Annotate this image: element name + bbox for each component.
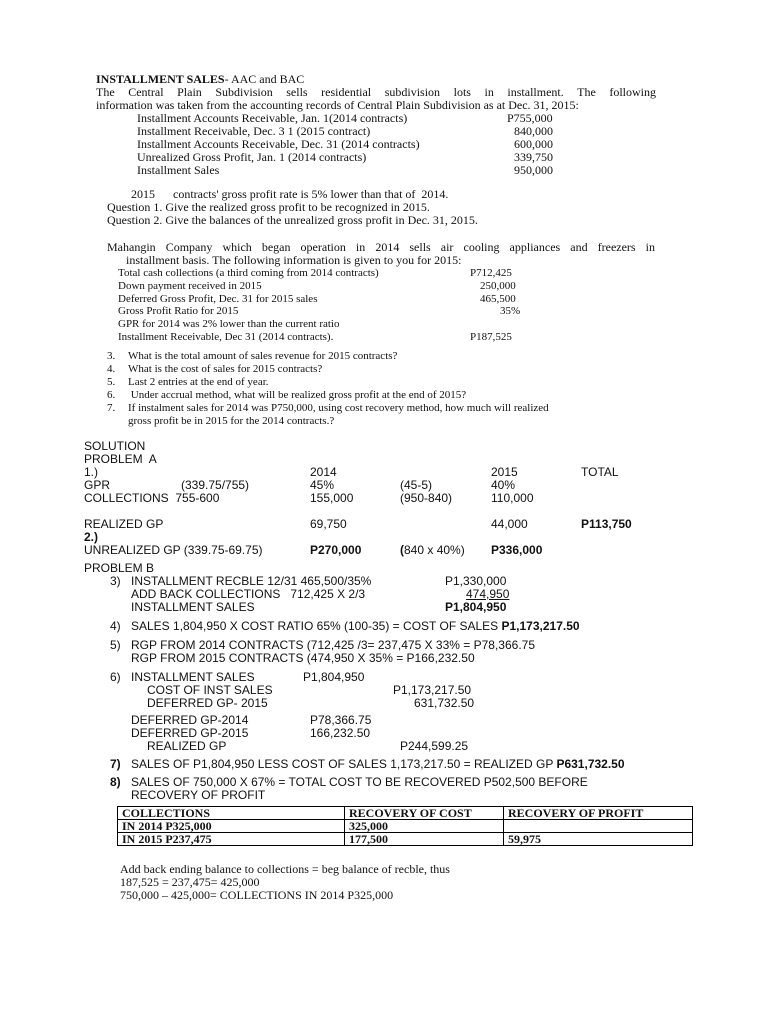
b3-total: P1,804,950 <box>445 600 507 614</box>
mahangin-item-label: GPR for 2014 was 2% lower than the current ratio <box>118 318 340 330</box>
question-text: Last 2 entries at the end of year. <box>128 376 269 388</box>
b6-value: 631,732.50 <box>414 696 475 710</box>
mahangin-paragraph-line1: Mahangin Company which began operation in 2014 sells air cooling appliances and freezers in <box>107 240 655 254</box>
realized-gp-2015: 44,000 <box>491 517 528 531</box>
intro-paragraph-line1: The Central Plain Subdivision sells residential subdivision lots in installment. The following <box>96 85 656 99</box>
table-row <box>118 833 693 846</box>
unrealized-gp-2014: P270,000 <box>310 543 362 557</box>
table-cell: 59,975 <box>504 833 693 846</box>
table-cell: IN 2015 P237,475 <box>118 833 345 846</box>
intro-item-label: Installment Accounts Receivable, Dec. 31 (2014 contracts) <box>137 137 420 151</box>
b6-value: P244,599.25 <box>400 739 469 753</box>
solution-heading: SOLUTION <box>84 439 146 453</box>
intro-item-value: P755,000 <box>507 111 553 125</box>
question-text-continued: gross profit be in 2015 for the 2014 contracts.? <box>128 415 335 427</box>
gpr-calc: (339.75/755) <box>181 478 250 492</box>
b6-value: 166,232.50 <box>310 726 371 740</box>
b6-line: INSTALLMENT SALES <box>131 670 255 684</box>
realized-gp-2014: 69,750 <box>310 517 347 531</box>
realized-gp-label: REALIZED GP <box>84 517 164 531</box>
cost-recovery-table <box>117 806 693 846</box>
table-cell <box>504 820 693 833</box>
item-number: 7) <box>110 757 121 771</box>
intro-item-label: Unrealized Gross Profit, Jan. 1 (2014 contracts) <box>137 150 367 164</box>
question-number: 4. <box>107 363 116 375</box>
mahangin-paragraph-line2: installment basis. The following information is given to you for 2015: <box>126 253 462 267</box>
b8-line: RECOVERY OF PROFIT <box>131 788 266 802</box>
b8-line: SALES OF 750,000 X 67% = TOTAL COST TO BE RECOVERED P502,500 BEFORE <box>131 775 588 789</box>
item-number: 3) <box>110 574 121 588</box>
intro-item-label: Installment Accounts Receivable, Jan. 1(2014 contracts) <box>137 111 408 125</box>
table-cell: 177,500 <box>345 833 504 846</box>
intro-item-value: 339,750 <box>514 150 553 164</box>
intro-item-value: 950,000 <box>514 163 553 177</box>
table-cell: IN 2014 P325,000 <box>118 820 345 833</box>
mahangin-item-value: P712,425 <box>470 267 512 279</box>
b4-line: SALES 1,804,950 X COST RATIO 65% (100-35) = COST OF SALES P1,173,217.50 <box>131 619 580 633</box>
question-1: Question 1. Give the realized gross profit to be recognized in 2015. <box>107 200 430 214</box>
explanation-line: Add back ending balance to collections = beg balance of recble, thus <box>120 862 450 876</box>
mahangin-item-value: P187,525 <box>470 331 512 343</box>
item-number: 4) <box>110 619 121 633</box>
collections-label: COLLECTIONS 755-600 <box>84 491 220 505</box>
b6-value: P78,366.75 <box>310 713 372 727</box>
mahangin-item-label: Installment Receivable, Dec 31 (2014 contracts). <box>118 331 334 343</box>
b3-line: INSTALLMENT RECBLE 12/31 465,500/35% <box>131 574 372 588</box>
question-text: What is the total amount of sales revenue for 2015 contracts? <box>128 350 398 362</box>
item-number: 6) <box>110 670 121 684</box>
intro-paragraph-line2: information was taken from the accounting records of Central Plain Subdivision as at Dec. 31, 2015: <box>96 98 579 112</box>
mahangin-item-value: 35% <box>500 305 521 317</box>
intro-item-value: 840,000 <box>514 124 553 138</box>
mahangin-item-label: Down payment received in 2015 <box>118 280 262 292</box>
problem-a-heading: PROBLEM A <box>84 452 157 466</box>
gpr-2015: 40% <box>491 478 516 492</box>
mahangin-item-value: 465,500 <box>480 293 516 305</box>
collections-2015: 110,000 <box>491 491 534 505</box>
column-header-2015: 2015 <box>491 465 518 479</box>
b5-line: RGP FROM 2014 CONTRACTS (712,425 /3= 237,475 X 33% = P78,366.75 <box>131 638 535 652</box>
b6-line: DEFERRED GP- 2015 <box>147 696 268 710</box>
explanation-line: 187,525 = 237,475= 425,000 <box>120 875 260 889</box>
b3-line: INSTALLMENT SALES <box>131 600 255 614</box>
gpr-calc-2015: (45-5) <box>400 478 433 492</box>
question-number: 6. <box>107 389 116 401</box>
column-header-2014: 2014 <box>310 465 337 479</box>
table-cell: 325,000 <box>345 820 504 833</box>
document-title: INSTALLMENT SALES- AAC and BAC <box>96 72 305 86</box>
gpr-2014: 45% <box>310 478 335 492</box>
table-header-row <box>118 807 693 820</box>
question-text: If instalment sales for 2014 was P750,000, using cost recovery method, how much will realized <box>128 402 549 414</box>
mahangin-item-label: Total cash collections (a third coming from 2014 contracts) <box>118 267 379 279</box>
realized-gp-total: P113,750 <box>581 517 632 531</box>
problem-b-heading: PROBLEM B <box>84 561 155 575</box>
table-row <box>118 820 693 833</box>
unrealized-gp-calc: (840 x 40%) <box>400 543 465 557</box>
item-number: 1.) <box>84 465 99 479</box>
intro-item-label: Installment Sales <box>137 163 220 177</box>
explanation-line: 750,000 – 425,000= COLLECTIONS IN 2014 P325,000 <box>120 888 394 902</box>
b6-line: REALIZED GP <box>147 739 227 753</box>
collections-2014: 155,000 <box>310 491 354 505</box>
question-text: Under accrual method, what will be realized gross profit at the end of 2015? <box>128 389 467 401</box>
b3-value: P1,330,000 <box>445 574 507 588</box>
gpr-note: 2015 contracts' gross profit rate is 5% lower than that of 2014. <box>131 187 449 201</box>
b5-line: RGP FROM 2015 CONTRACTS (474,950 X 35% = P166,232.50 <box>131 651 475 665</box>
collections-calc-2015: (950-840) <box>400 491 453 505</box>
mahangin-item-label: Gross Profit Ratio for 2015 <box>118 305 239 317</box>
b6-line: DEFERRED GP-2015 <box>131 726 249 740</box>
b6-value: P1,804,950 <box>303 670 365 684</box>
intro-item-label: Installment Receivable, Dec. 3 1 (2015 contract) <box>137 124 371 138</box>
unrealized-gp-2015: P336,000 <box>491 543 543 557</box>
gpr-label: GPR <box>84 478 111 492</box>
table-header: COLLECTIONS <box>118 807 345 820</box>
b7-line: SALES OF P1,804,950 LESS COST OF SALES 1,173,217.50 = REALIZED GP P631,732.50 <box>131 757 625 771</box>
item-number: 8) <box>110 775 121 789</box>
item-number: 5) <box>110 638 121 652</box>
question-text: What is the cost of sales for 2015 contracts? <box>128 363 323 375</box>
item-number: 2.) <box>84 530 99 544</box>
b6-line: DEFERRED GP-2014 <box>131 713 249 727</box>
table-header: RECOVERY OF PROFIT <box>504 807 693 820</box>
unrealized-gp-label: UNREALIZED GP (339.75-69.75) <box>84 543 263 557</box>
b6-value: P1,173,217.50 <box>393 683 472 697</box>
column-header-total: TOTAL <box>581 465 619 479</box>
table-header: RECOVERY OF COST <box>345 807 504 820</box>
b6-line: COST OF INST SALES <box>147 683 273 697</box>
b3-line: ADD BACK COLLECTIONS 712,425 X 2/3 <box>131 587 366 601</box>
b3-value: 474,950 <box>466 587 510 601</box>
question-number: 5. <box>107 376 116 388</box>
mahangin-item-value: 250,000 <box>480 280 516 292</box>
question-number: 7. <box>107 402 116 414</box>
intro-item-value: 600,000 <box>514 137 553 151</box>
question-number: 3. <box>107 350 116 362</box>
mahangin-item-label: Deferred Gross Profit, Dec. 31 for 2015 sales <box>118 293 318 305</box>
question-2: Question 2. Give the balances of the unrealized gross profit in Dec. 31, 2015. <box>107 213 478 227</box>
